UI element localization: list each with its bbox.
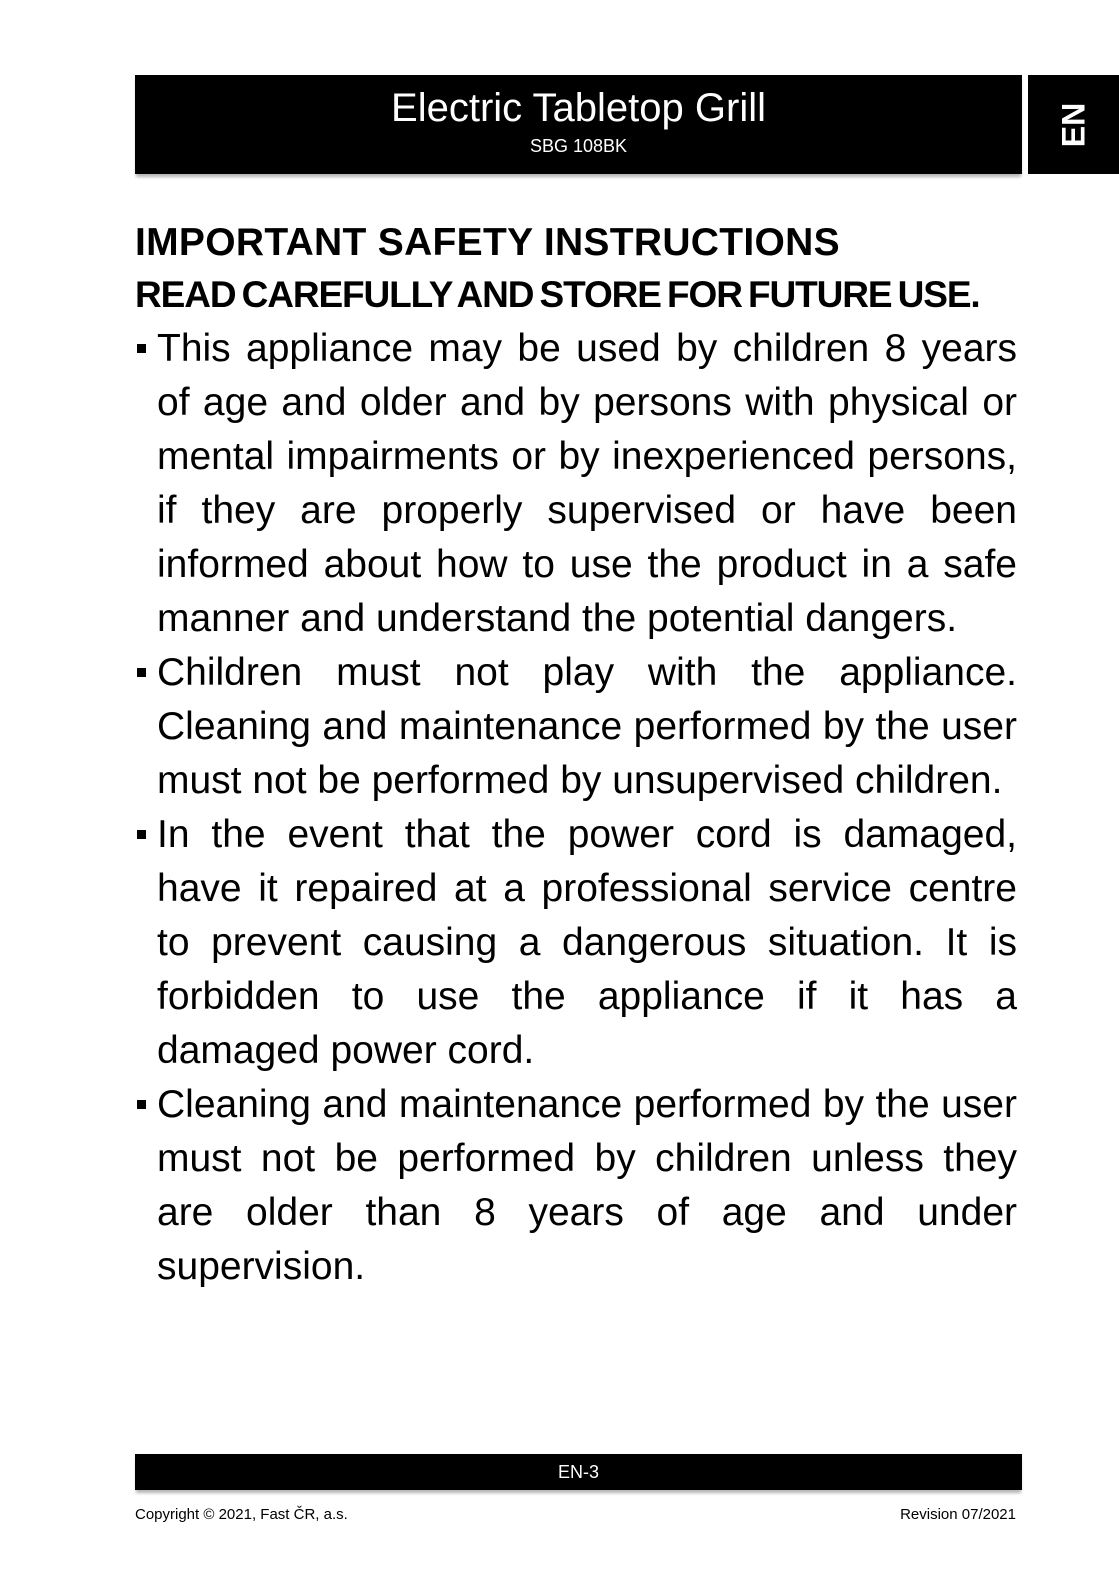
section-subheading: READ CAREFULLY AND STORE FOR FUTURE USE.: [135, 274, 980, 315]
revision-label: Revision 07/2021: [900, 1506, 1016, 1523]
header-bar: [135, 75, 1022, 174]
safety-instructions-section: [135, 218, 1017, 1294]
document-title: Electric Tabletop Grill: [391, 86, 766, 130]
instruction-item: This appliance may be used by children 8 years of age and older and by persons with physical or mental impairments or by inexperienced persons, if they are properly supervised or have been informed about how to use the product in a safe manner and understand the potential dangers.: [135, 322, 1017, 646]
footer-bar: [135, 1454, 1022, 1490]
instruction-item: Children must not play with the appliance. Cleaning and maintenance performed by the user must not be performed by unsupervised children.: [135, 646, 1017, 808]
instruction-item: In the event that the power cord is damaged, have it repaired at a professional service centre to prevent causing a dangerous situation. It is forbidden to use the appliance if it has a damaged power cord.: [135, 808, 1017, 1078]
language-tab: [1028, 75, 1119, 174]
page-number: EN-3: [557, 1462, 599, 1482]
copyright-notice: Copyright © 2021, Fast ČR, a.s.: [135, 1506, 348, 1523]
language-tab-label: EN: [1055, 102, 1091, 147]
instruction-list: [135, 322, 1017, 1294]
model-number: SBG 108BK: [529, 136, 628, 156]
instruction-item: Cleaning and maintenance performed by the user must not be performed by children unless they are older than 8 years of age and under supervision.: [135, 1078, 1017, 1294]
section-heading: IMPORTANT SAFETY INSTRUCTIONS: [135, 221, 840, 264]
